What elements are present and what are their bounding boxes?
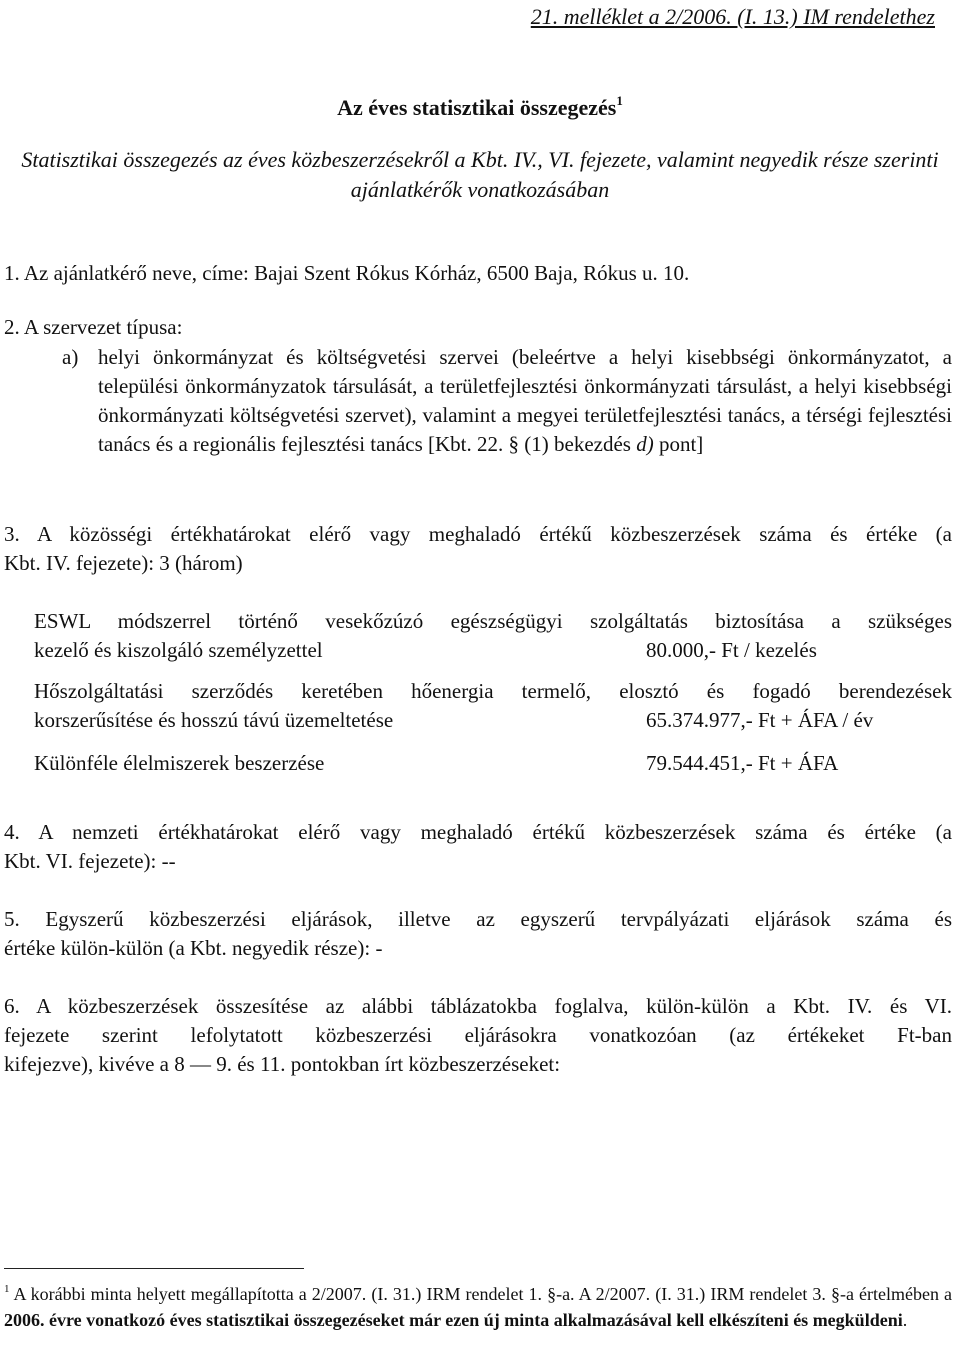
- item-text: helyi önkormányzat és költségvetési szervei (beleértve a helyi kisebbségi önkormányzatot, a települési önkormányzatok társulását, a területfejlesztési önkormányzati társulást, a helyi kisebbségi önkormányzati költségvetési szervet), valamint a megyei területfejlesztési tanács, a térségi fejlesztési tanács és a regionális fejlesztési tanács [Kbt. 22. § (1) bekezdés: [98, 345, 952, 456]
- section-3-line-2: Kbt. IV. fejezete): 3 (három): [4, 551, 243, 575]
- section-4-national-thresholds: [4, 818, 952, 876]
- section-3-line-1: 3. A közösségi értékhatárokat elérő vagy meghaladó értékű közbeszerzések száma és értéke (a: [4, 522, 952, 546]
- procurement-item: [34, 749, 952, 778]
- section-6-summary: [4, 992, 952, 1079]
- section-2-organization-type: a) helyi önkormányzat és költségvetési szervei (beleértve a helyi kisebbségi önkormányzatot, a települési önkormányzatok társulását, a területfejlesztési önkormányzati társulást, a helyi kisebbségi önkormányzati költségvetési szervet), valamint a megyei területfejlesztési tanács, a térségi fejlesztési tanács és a regionális fejlesztési tanács [Kbt. 22. § (1) bekezdés d) pont]: [62, 345, 952, 456]
- footnote-text: A korábbi minta helyett megállapította a 2/2007. (I. 31.) IRM rendelet 1. §-a. A 2/2007. (I. 31.) IRM rendelet 3. §-a értelmében a: [9, 1284, 952, 1304]
- page-title: [0, 86, 960, 122]
- title-text: Az éves statisztikai összegezés: [337, 95, 617, 120]
- procurement-price: 80.000,- Ft / kezelés: [646, 638, 817, 662]
- section-5-simple-procedures: [4, 905, 952, 963]
- section-6-line-3: kifejezve), kivéve a 8 — 9. és 11. pontokban írt közbeszerzéseket:: [4, 1052, 561, 1076]
- section-2-heading: 2. A szervezet típusa:: [4, 315, 183, 339]
- procurement-desc-line-2: korszerűsítése és hosszú távú üzemeltetése: [34, 708, 394, 732]
- section-4-line-2: Kbt. VI. fejezete): --: [4, 849, 176, 873]
- decree-reference: 21. melléklet a 2/2006. (I. 13.) IM rendelethez: [530, 4, 935, 29]
- footnote-end: .: [902, 1310, 908, 1330]
- item-text-italic: d): [636, 432, 654, 456]
- title-footnote-mark: 1: [616, 93, 623, 108]
- procurement-price: 79.544.451,- Ft + ÁFA: [646, 751, 839, 775]
- procurement-item: [34, 677, 952, 735]
- section-3-community-thresholds: [4, 520, 952, 578]
- procurement-price: 65.374.977,- Ft + ÁFA / év: [646, 708, 874, 732]
- section-6-line-2: fejezete szerint lefolytatott közbeszerzési eljárásokra vonatkozóan (az értékeket Ft-ban: [4, 1023, 952, 1047]
- item-text-end: pont]: [653, 432, 704, 456]
- section-1-contracting-authority: 1. Az ajánlatkérő neve, címe: Bajai Szent Rókus Kórház, 6500 Baja, Rókus u. 10.: [4, 261, 690, 285]
- section-6-line-1: 6. A közbeszerzések összesítése az alábbi táblázatokba foglalva, külön-külön a Kbt. IV. és VI.: [4, 994, 952, 1018]
- procurement-desc-line-1: ESWL módszerrel történő vesekőzúzó egészségügyi szolgáltatás biztosítása a szükséges: [34, 609, 952, 633]
- footnote-mark: 1: [4, 1283, 10, 1295]
- procurement-desc-line-1: Hőszolgáltatási szerződés keretében hőenergia termelő, elosztó és fogadó berendezések: [34, 679, 952, 703]
- footnote: [4, 1276, 952, 1333]
- footnote-divider: [4, 1268, 304, 1269]
- section-5-line-1: 5. Egyszerű közbeszerzési eljárások, illetve az egyszerű tervpályázati eljárások száma és: [4, 907, 952, 931]
- section-4-line-1: 4. A nemzeti értékhatárokat elérő vagy meghaladó értékű közbeszerzések száma és értéke (a: [4, 820, 952, 844]
- section-5-line-2: értéke külön-külön (a Kbt. negyedik része): -: [4, 936, 383, 960]
- page-subtitle: Statisztikai összegezés az éves közbeszerzésekről a Kbt. IV., VI. fejezete, valamint negyedik része szerinti ajánlatkérők vonatkozásában: [21, 147, 939, 202]
- footnote-bold-text: 2006. évre vonatkozó éves statisztikai összegezéseket már ezen új minta alkalmazásával kell elkészíteni és megküldeni: [4, 1310, 903, 1330]
- procurement-desc-line-2: kezelő és kiszolgáló személyzettel: [34, 638, 323, 662]
- procurement-item: [34, 607, 952, 665]
- procurement-desc-line-1: Különféle élelmiszerek beszerzése: [34, 751, 325, 775]
